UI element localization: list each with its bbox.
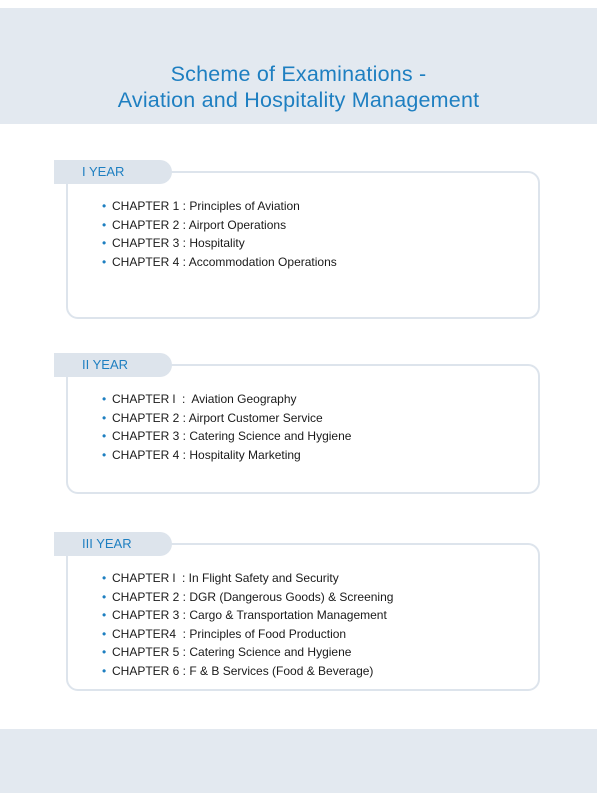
bullet-icon: • bbox=[102, 589, 107, 604]
list-item: • CHAPTER 5 : Catering Science and Hygiene bbox=[102, 643, 393, 662]
list-item: • CHAPTER 2 : DGR (Dangerous Goods) & Screening bbox=[102, 588, 393, 607]
year-3-chapter-list bbox=[102, 569, 393, 681]
bullet-icon: • bbox=[102, 429, 107, 444]
bullet-icon: • bbox=[102, 217, 107, 232]
bullet-icon: • bbox=[102, 254, 107, 269]
year-1-chapter-list bbox=[102, 197, 337, 271]
list-item: • CHAPTER l : Aviation Geography bbox=[102, 390, 351, 409]
page-title-line-1: Scheme of Examinations - bbox=[170, 62, 427, 86]
list-item: • CHAPTER 2 : Airport Customer Service bbox=[102, 409, 351, 428]
year-2-label: II YEAR bbox=[54, 353, 172, 377]
list-item: • CHAPTER 2 : Airport Operations bbox=[102, 216, 337, 235]
bullet-icon: • bbox=[102, 645, 107, 660]
list-item: • CHAPTER l : In Flight Safety and Security bbox=[102, 569, 393, 588]
bullet-icon: • bbox=[102, 392, 107, 406]
bullet-icon: • bbox=[102, 410, 107, 425]
list-item: • CHAPTER 3 : Hospitality bbox=[102, 234, 337, 253]
bullet-icon: • bbox=[102, 626, 107, 641]
page-title-line-2: Aviation and Hospitality Management bbox=[117, 88, 480, 112]
year-2-chapter-list bbox=[102, 390, 351, 464]
list-item: • CHAPTER 4 : Hospitality Marketing bbox=[102, 446, 351, 465]
year-3-label: III YEAR bbox=[54, 532, 172, 556]
footer-band bbox=[0, 729, 597, 793]
bullet-icon: • bbox=[102, 236, 107, 251]
list-item: • CHAPTER4 : Principles of Food Production bbox=[102, 625, 393, 644]
year-1-label: I YEAR bbox=[54, 160, 172, 184]
list-item: • CHAPTER 4 : Accommodation Operations bbox=[102, 253, 337, 272]
list-item: • CHAPTER 3 : Cargo & Transportation Management bbox=[102, 606, 393, 625]
bullet-icon: • bbox=[102, 571, 107, 585]
list-item: • CHAPTER 3 : Catering Science and Hygiene bbox=[102, 427, 351, 446]
list-item: • CHAPTER 6 : F & B Services (Food & Beverage) bbox=[102, 662, 393, 681]
page-edge bbox=[597, 0, 605, 801]
bullet-icon: • bbox=[102, 199, 107, 213]
list-item: • CHAPTER 1 : Principles of Aviation bbox=[102, 197, 337, 216]
bullet-icon: • bbox=[102, 608, 107, 623]
bullet-icon: • bbox=[102, 663, 107, 678]
bullet-icon: • bbox=[102, 447, 107, 462]
